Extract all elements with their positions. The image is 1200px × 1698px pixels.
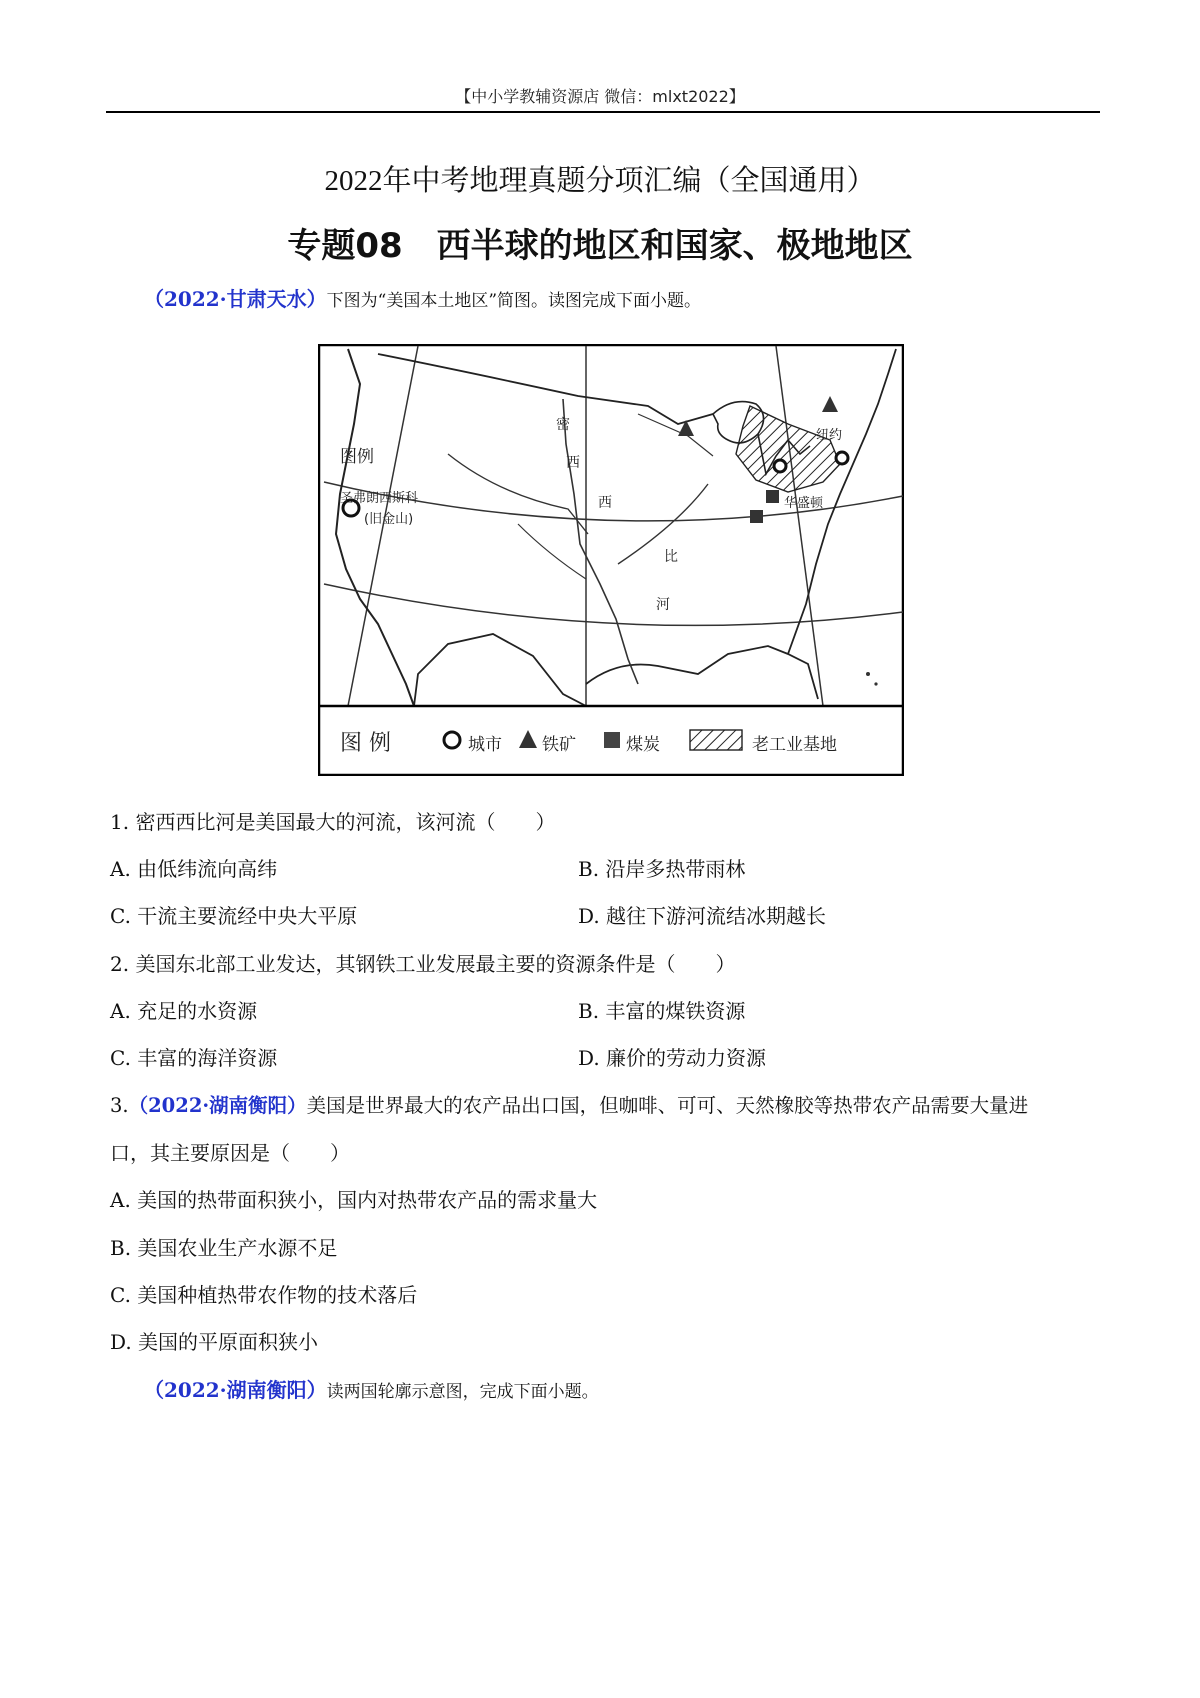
question-2-option-c: C. 丰富的海洋资源 (110, 1046, 278, 1070)
question-2-option-a: A. 充足的水资源 (110, 999, 258, 1023)
question-3-stem-line-1 (110, 1090, 1028, 1118)
page-header: 【中小学教辅资源店 微信：mlxt2022】 (455, 87, 745, 106)
question-3-number: 3. (110, 1094, 129, 1117)
question-3-option-d: D. 美国的平原面积狭小 (110, 1330, 319, 1354)
city-marker-washington (774, 460, 786, 472)
question-2-option-d: D. 廉价的劳动力资源 (578, 1046, 767, 1070)
river-label-char: 西 (598, 495, 612, 511)
inset-legend-label: 图例 (340, 447, 374, 467)
question-3-option-b: B. 美国农业生产水源不足 (110, 1236, 338, 1260)
river-label-char: 密 (556, 417, 570, 433)
question-3-stem-text: 美国是世界最大的农产品出口国，但咖啡、可可、天然橡胶等热带农产品需要大量进 (306, 1094, 1029, 1117)
legend-title: 图 例 (340, 731, 391, 756)
legend-industry-label: 老工业基地 (752, 735, 837, 755)
header-divider (106, 111, 1100, 113)
question-2-stem: 2. 美国东北部工业发达，其钢铁工业发展最主要的资源条件是（ ） (110, 952, 736, 976)
question-3-option-a: A. 美国的热带面积狭小，国内对热带农产品的需求量大 (110, 1188, 598, 1212)
city-marker-new-york (836, 452, 848, 464)
us-map-drawing (318, 344, 904, 776)
legend-industry-symbol (690, 730, 742, 750)
legend-city-label: 城市 (468, 735, 502, 755)
city-label-san-francisco-alt: (旧金山) (364, 512, 414, 527)
question-2-option-b: B. 丰富的煤铁资源 (578, 999, 746, 1023)
legend-city-symbol (444, 732, 460, 748)
intro-paragraph-1 (144, 283, 701, 312)
question-3-stem-line-2: 口，其主要原因是（ ） (110, 1141, 350, 1165)
question-3-option-c: C. 美国种植热带农作物的技术落后 (110, 1283, 418, 1307)
city-label-washington: 华盛顿 (784, 496, 824, 511)
intro-text: 读两国轮廓示意图，完成下面小题。 (326, 1382, 599, 1402)
legend-iron-label: 铁矿 (542, 735, 576, 755)
source-tag: （2022·湖南衡阳） (128, 1094, 307, 1117)
city-label-new-york: 纽约 (816, 428, 843, 443)
river-label-char: 西 (566, 455, 580, 471)
question-1-option-c: C. 干流主要流经中央大平原 (110, 904, 358, 928)
legend-coal-symbol (604, 732, 620, 748)
coal-marker (750, 510, 763, 523)
city-label-san-francisco: 圣弗朗西斯科 (340, 491, 419, 506)
us-map-figure (318, 344, 904, 776)
question-1-stem: 1. 密西西比河是美国最大的河流，该河流（ ） (110, 810, 556, 834)
river-label-char: 河 (656, 597, 670, 613)
question-1-option-b: B. 沿岸多热带雨林 (578, 857, 746, 881)
intro-paragraph-2 (144, 1374, 599, 1403)
coal-marker (766, 490, 779, 503)
question-1-option-a: A. 由低纬流向高纬 (110, 857, 278, 881)
source-tag: （2022·甘肃天水） (144, 287, 327, 311)
document-title: 2022年中考地理真题分项汇编（全国通用） (324, 165, 876, 197)
question-1-option-d: D. 越往下游河流结冰期越长 (578, 904, 827, 928)
river-label-char: 比 (664, 549, 678, 565)
document-subtitle: 专题08 西半球的地区和国家、极地地区 (287, 226, 913, 266)
legend-coal-label: 煤炭 (626, 735, 660, 755)
intro-text: 下图为“美国本土地区”简图。读图完成下面小题。 (326, 291, 702, 311)
source-tag: （2022·湖南衡阳） (144, 1378, 327, 1402)
